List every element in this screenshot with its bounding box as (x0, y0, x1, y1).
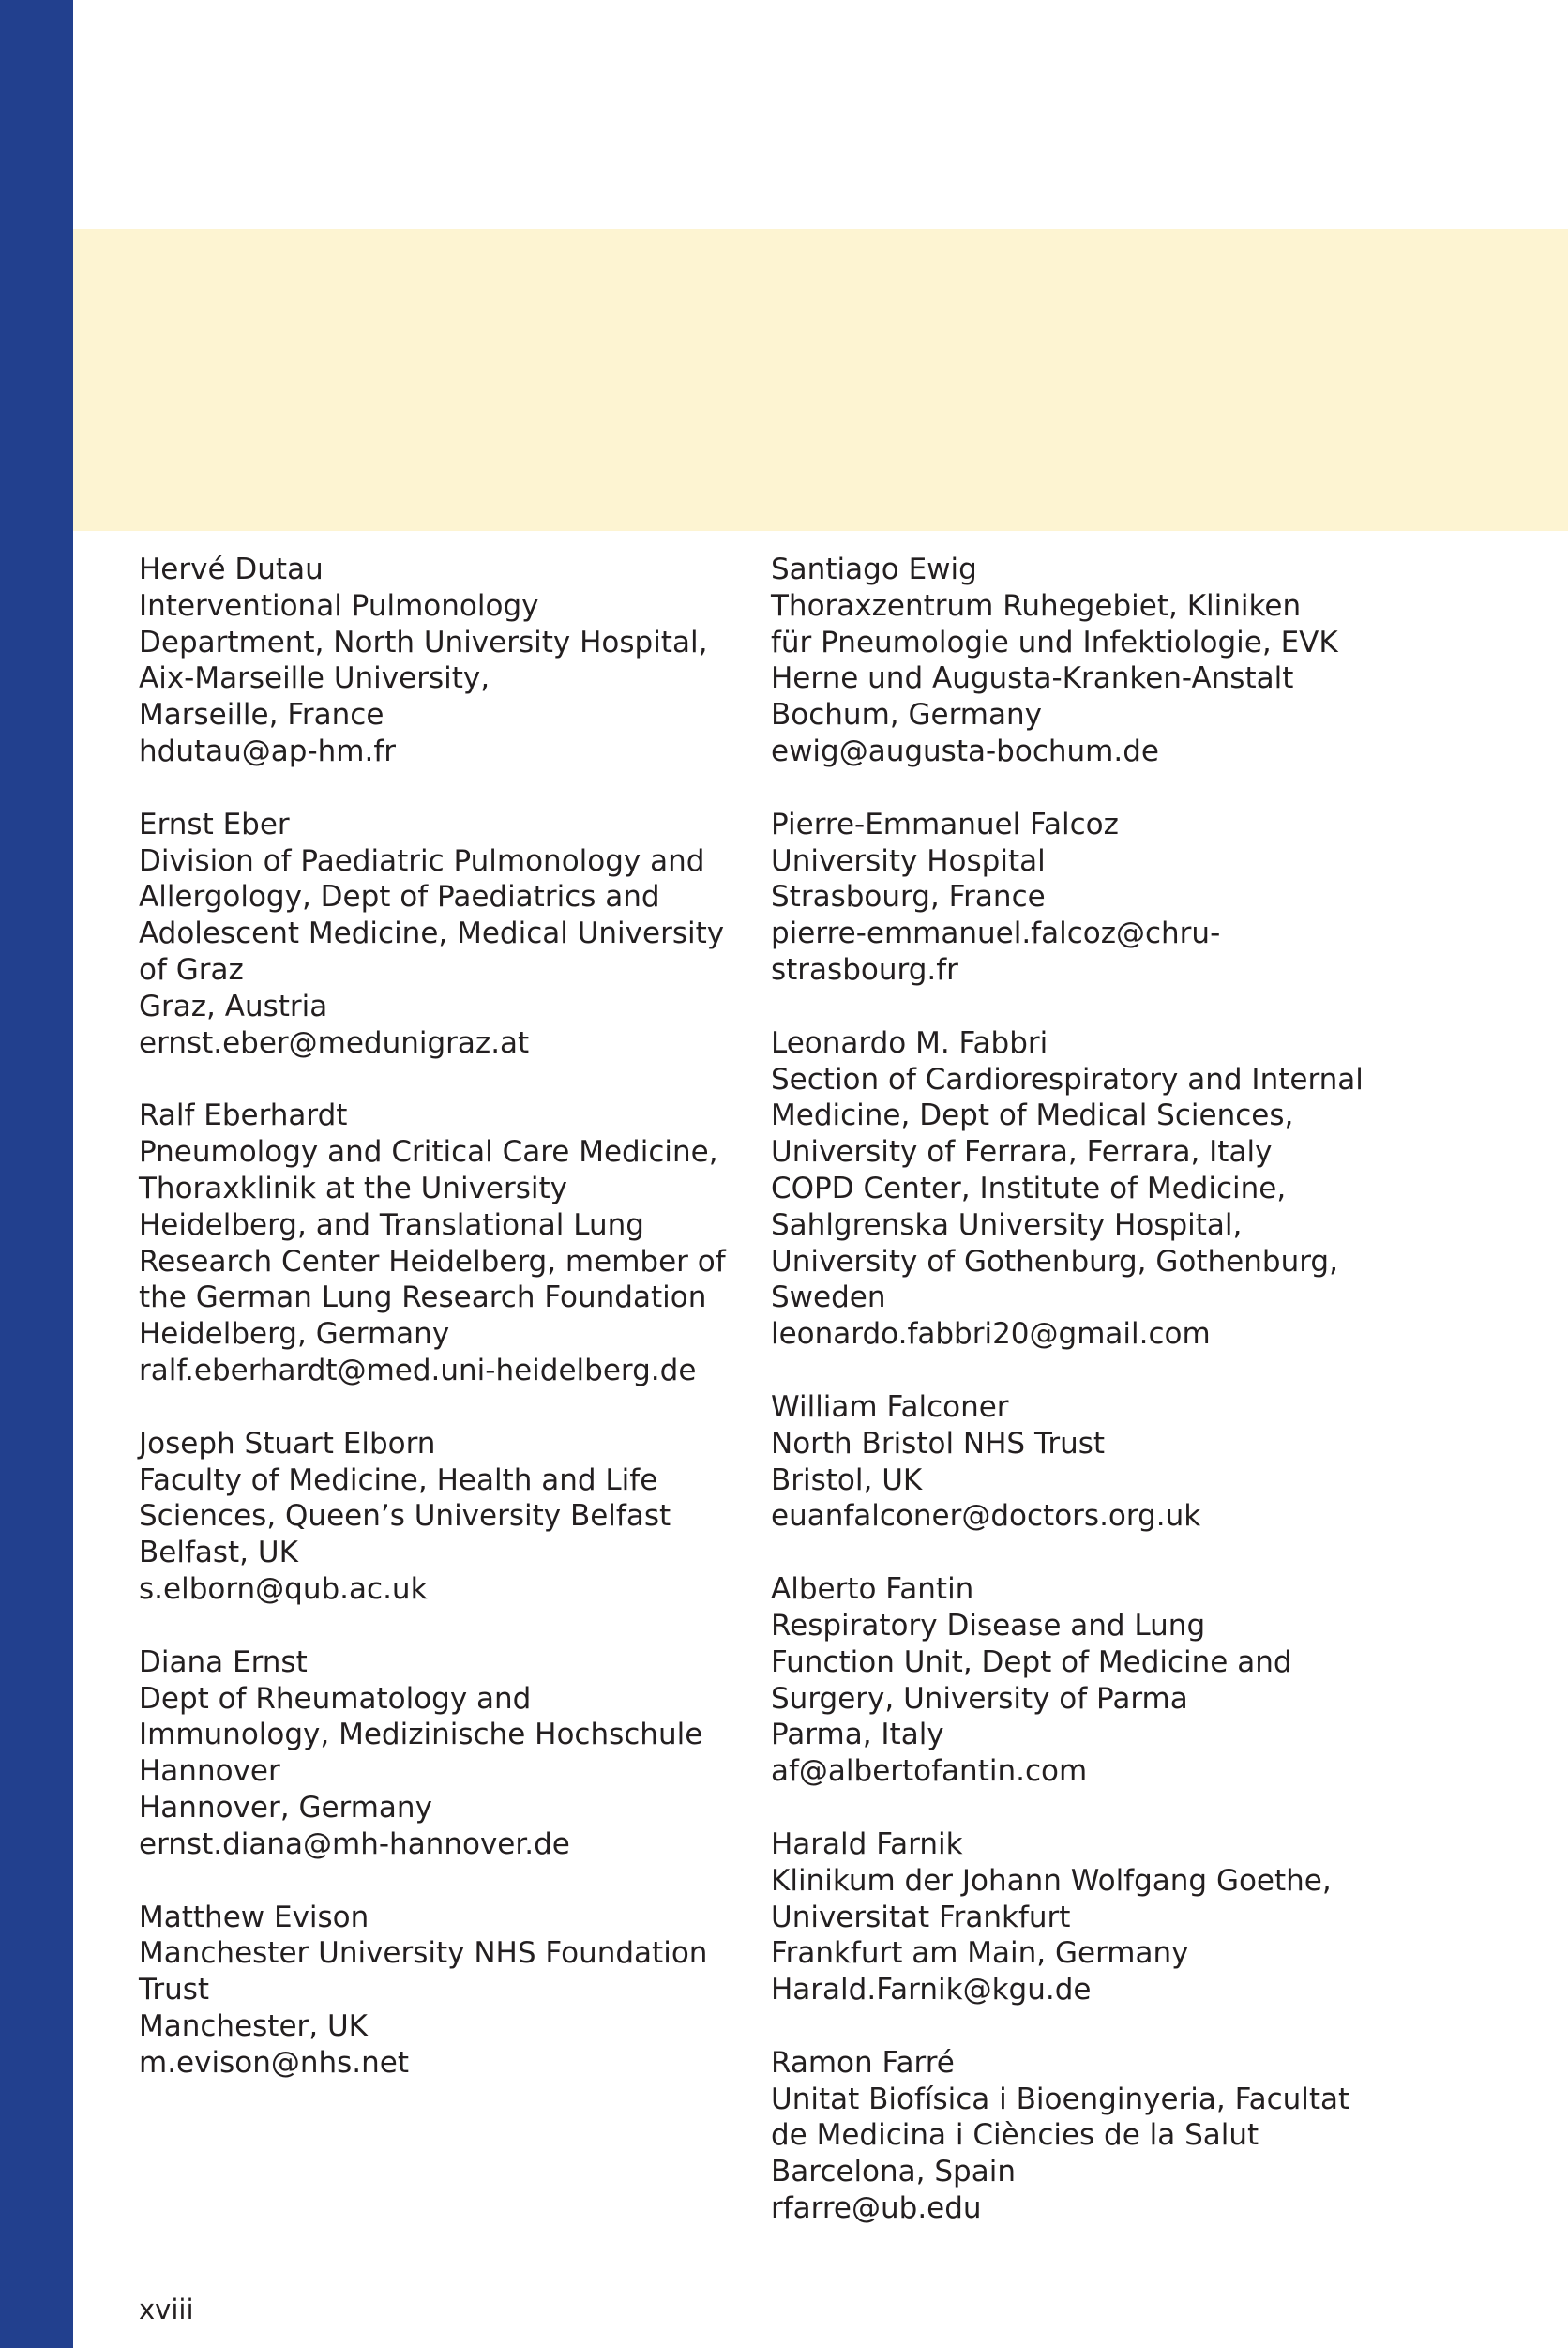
affiliation-line: Manchester, UK (139, 2008, 369, 2043)
contributor-name: Ralf Eberhardt (139, 1098, 348, 1133)
contributor-name: Santiago Ewig (771, 553, 977, 586)
affiliation-line: Thoraxklinik at the University (139, 1171, 567, 1205)
affiliation-line: Pneumology and Critical Care Medicine, (139, 1135, 718, 1170)
affiliation-line: Interventional Pulmonology (139, 588, 539, 623)
contributor-name: Joseph Stuart Elborn (139, 1426, 436, 1461)
contributor-entry (139, 1644, 758, 1863)
contributor-email: Harald.Farnik@kgu.de (771, 1973, 1092, 2007)
contributor-email: ewig@augusta-bochum.de (771, 734, 1159, 768)
contributor-entry (771, 2045, 1390, 2227)
contributor-email: rfarre@ub.edu (771, 2191, 982, 2226)
contributor-entry (139, 1900, 758, 2082)
affiliation-line: the German Lung Research Foundation (139, 1280, 707, 1315)
contributor-email: ernst.diana@mh-hannover.de (139, 1826, 570, 1861)
affiliation-line: für Pneumologie und Infektiologie, EVK (771, 625, 1338, 659)
contributor-email: m.evison@nhs.net (139, 2045, 410, 2080)
affiliation-line: COPD Center, Institute of Medicine, (771, 1171, 1287, 1205)
contributor-name: Ramon Farré (771, 2045, 955, 2080)
affiliation-line: University of Ferrara, Ferrara, Italy (771, 1135, 1273, 1170)
affiliation-line: Research Center Heidelberg, member of (139, 1244, 726, 1279)
contributor-name: Ernst Eber (139, 807, 290, 841)
contributor-email: s.elborn@qub.ac.uk (139, 1571, 428, 1606)
affiliation-line: Surgery, University of Parma (771, 1681, 1188, 1716)
contributor-entry (139, 552, 758, 770)
affiliation-line: Bristol, UK (771, 1462, 923, 1497)
contributor-name: Pierre-Emmanuel Falcoz (771, 807, 1119, 841)
affiliation-line: Immunology, Medizinische Hochschule (139, 1718, 703, 1752)
affiliation-line: Heidelberg, Germany (139, 1317, 450, 1352)
page-number: xviii (139, 2294, 194, 2325)
affiliation-line: Sweden (771, 1280, 886, 1315)
contributor-entry (771, 1389, 1390, 1535)
affiliation-line: Frankfurt am Main, Germany (771, 1936, 1189, 1971)
affiliation-line: Allergology, Dept of Paediatrics and (139, 880, 660, 915)
affiliation-line: Medicine, Dept of Medical Sciences, (771, 1098, 1294, 1133)
contributor-email: ralf.eberhardt@med.uni-heidelberg.de (139, 1353, 697, 1387)
contributor-name: Hervé Dutau (139, 553, 324, 586)
affiliation-line: Klinikum der Johann Wolfgang Goethe, (771, 1863, 1332, 1898)
contributor-entry (139, 1098, 758, 1388)
contributor-entry (771, 1571, 1390, 1790)
affiliation-line: Marseille, France (139, 698, 384, 733)
affiliation-line: Division of Paediatric Pulmonology and (139, 843, 705, 878)
affiliation-line: Heidelberg, and Translational Lung (139, 1207, 644, 1242)
affiliation-line: Parma, Italy (771, 1718, 944, 1752)
contributors-column-right (771, 552, 1390, 2264)
contributor-entry (771, 1826, 1390, 2008)
affiliation-line: Department, North University Hospital, (139, 625, 708, 659)
contributor-entry (771, 1025, 1390, 1353)
affiliation-line: Aix-Marseille University, (139, 661, 490, 696)
affiliation-line: North Bristol NHS Trust (771, 1426, 1106, 1461)
affiliation-line: Faculty of Medicine, Health and Life (139, 1462, 658, 1497)
affiliation-line: Herne und Augusta-Kranken-Anstalt (771, 661, 1294, 696)
contributor-email: pierre-emmanuel.falcoz@chru- (771, 916, 1221, 951)
affiliation-line: Thoraxzentrum Ruhegebiet, Kliniken (771, 588, 1302, 623)
contributor-name: Alberto Fantin (771, 1572, 974, 1607)
affiliation-line: Dept of Rheumatology and (139, 1681, 532, 1716)
affiliation-line: University of Gothenburg, Gothenburg, (771, 1244, 1338, 1279)
contributor-name: William Falconer (771, 1389, 1009, 1424)
contributor-entry (771, 807, 1390, 989)
affiliation-line: Sciences, Queen’s University Belfast (139, 1499, 671, 1534)
contributors-column-left (139, 552, 758, 2117)
affiliation-line: of Graz (139, 952, 244, 987)
affiliation-line: Section of Cardiorespiratory and Internal (771, 1062, 1364, 1097)
affiliation-line: Barcelona, Spain (771, 2155, 1016, 2189)
affiliation-line: Adolescent Medicine, Medical University (139, 916, 725, 951)
contributor-name: Leonardo M. Fabbri (771, 1025, 1048, 1060)
affiliation-line: Respiratory Disease and Lung (771, 1608, 1206, 1643)
contributor-email: ernst.eber@medunigraz.at (139, 1025, 530, 1060)
affiliation-line: Belfast, UK (139, 1536, 298, 1570)
affiliation-line: Hannover, Germany (139, 1790, 432, 1825)
contributor-entry (771, 552, 1390, 770)
affiliation-line: Bochum, Germany (771, 698, 1042, 733)
contributor-email: hdutau@ap-hm.fr (139, 734, 396, 768)
header-band (73, 229, 1568, 531)
contributor-entry (139, 807, 758, 1062)
contributor-email: leonardo.fabbri20@gmail.com (771, 1317, 1211, 1352)
affiliation-line: Sahlgrenska University Hospital, (771, 1207, 1243, 1242)
contributor-name: Harald Farnik (771, 1826, 963, 1861)
contributor-name: Diana Ernst (139, 1644, 308, 1679)
left-margin-bar (0, 0, 73, 2348)
affiliation-line: Trust (139, 1973, 210, 2007)
affiliation-line: Graz, Austria (139, 989, 328, 1023)
contributor-name: Matthew Evison (139, 1900, 369, 1934)
contributor-email-continued: strasbourg.fr (771, 952, 958, 987)
contributor-entry (139, 1426, 758, 1608)
contributor-email: af@albertofantin.com (771, 1754, 1088, 1789)
affiliation-line: Strasbourg, France (771, 880, 1046, 915)
affiliation-line: Hannover (139, 1754, 280, 1789)
affiliation-line: University Hospital (771, 843, 1046, 878)
affiliation-line: Unitat Biofísica i Bioenginyeria, Facultat (771, 2082, 1350, 2116)
affiliation-line: Manchester University NHS Foundation (139, 1936, 708, 1971)
contributor-email: euanfalconer@doctors.org.uk (771, 1499, 1201, 1534)
affiliation-line: Function Unit, Dept of Medicine and (771, 1644, 1292, 1679)
affiliation-line: de Medicina i Ciències de la Salut (771, 2118, 1259, 2153)
affiliation-line: Universitat Frankfurt (771, 1900, 1071, 1934)
